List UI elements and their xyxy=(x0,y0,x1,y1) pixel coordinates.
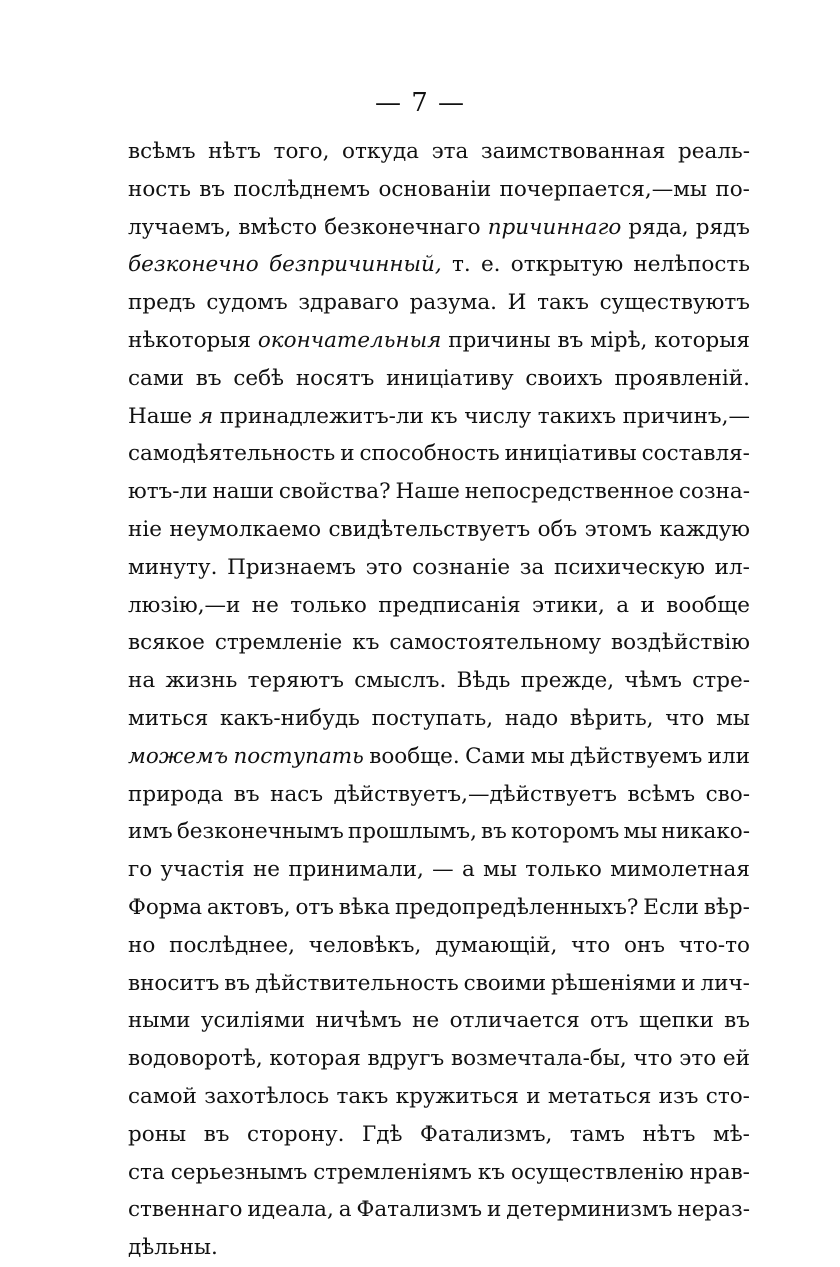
text-line xyxy=(128,1040,750,1078)
page-number: — 7 — xyxy=(374,88,466,118)
word: и xyxy=(340,441,355,467)
word: но xyxy=(128,932,156,958)
word: за xyxy=(519,554,545,580)
word: вообще xyxy=(666,592,750,618)
word: ей xyxy=(722,1046,750,1072)
word: здраваго xyxy=(298,290,400,316)
word: вообще. xyxy=(369,743,460,769)
word: въ xyxy=(233,781,260,807)
word: этомъ xyxy=(584,516,652,542)
word: ютъ-ли xyxy=(128,479,208,505)
word: и xyxy=(681,970,696,996)
word: лич- xyxy=(700,970,750,996)
word: ными xyxy=(128,1008,191,1034)
word: причинъ,— xyxy=(622,403,750,429)
word: ничѣмъ xyxy=(315,1008,402,1034)
word: свойства? xyxy=(278,479,391,505)
word: на xyxy=(128,668,156,694)
italic-word: безконечно xyxy=(128,252,259,278)
word: нелѣпость xyxy=(633,252,750,278)
word: сторону. xyxy=(247,1121,345,1147)
italic-word: причиннаго xyxy=(487,214,622,240)
word: въ xyxy=(224,970,251,996)
word: никако- xyxy=(661,819,750,845)
word: безконечнаго xyxy=(324,214,481,240)
word: Сами xyxy=(465,743,526,769)
word: созна- xyxy=(678,479,750,505)
word: въ xyxy=(195,365,222,391)
text-line xyxy=(128,1191,750,1229)
word: нераз- xyxy=(677,1197,750,1223)
word: всякое xyxy=(128,630,205,656)
word: самостоятельному xyxy=(389,630,602,656)
word: а xyxy=(338,1197,352,1223)
word: природа xyxy=(128,781,224,807)
word: причины xyxy=(448,327,551,353)
word: предписанія xyxy=(378,592,521,618)
word: объ xyxy=(537,516,578,542)
text-line xyxy=(128,662,750,700)
word: мы xyxy=(623,819,658,845)
text-line xyxy=(128,851,750,889)
italic-word: можемъ xyxy=(128,743,229,769)
word: разума. xyxy=(409,290,498,316)
word: составля- xyxy=(641,441,750,467)
word: человѣкъ, xyxy=(308,932,422,958)
word: какъ-нибудь xyxy=(220,705,360,731)
word: такихъ xyxy=(537,403,617,429)
word: непосредственное xyxy=(464,479,674,505)
word: серьезнымъ xyxy=(170,1159,308,1185)
word: что xyxy=(633,1046,673,1072)
word: идеала, xyxy=(247,1197,334,1223)
word: наши xyxy=(212,479,274,505)
word: стремленіямъ xyxy=(313,1159,472,1185)
word: къ xyxy=(352,630,380,656)
word: роны xyxy=(128,1121,187,1147)
text-line xyxy=(128,1154,750,1192)
word: сво- xyxy=(705,781,750,807)
italic-word: безпричинный, xyxy=(268,252,442,278)
word: отличается xyxy=(449,1008,580,1034)
word: которомъ xyxy=(510,819,620,845)
word: Форма xyxy=(128,894,203,920)
word: послѣднее, xyxy=(169,932,295,958)
word: это xyxy=(679,1046,717,1072)
word: ніе xyxy=(128,516,162,542)
word: которыя xyxy=(654,327,750,353)
text-line xyxy=(128,1002,750,1040)
word: вѣр- xyxy=(703,894,750,920)
word: предопредѣленныхъ? xyxy=(394,894,639,920)
word: а xyxy=(461,857,475,883)
word: психическую xyxy=(554,554,705,580)
word: реаль- xyxy=(678,139,750,164)
word: кружиться xyxy=(395,1083,519,1109)
body-text xyxy=(128,133,750,1267)
word: что xyxy=(571,932,611,958)
word: мы xyxy=(716,705,750,731)
word: неумолкаемо xyxy=(169,516,322,542)
word: нрав- xyxy=(689,1159,750,1185)
word: прошлымъ, xyxy=(347,819,477,845)
text-line xyxy=(128,133,750,171)
word: надо xyxy=(504,705,559,731)
word: эта xyxy=(431,139,469,164)
word: откуда xyxy=(342,139,419,164)
text-line xyxy=(128,624,750,662)
word: мы xyxy=(530,743,565,769)
word: и xyxy=(526,1083,541,1109)
word: принадлежитъ-ли xyxy=(219,403,424,429)
word: проявленій. xyxy=(614,365,750,391)
word: тамъ xyxy=(569,1121,625,1147)
word: къ xyxy=(430,403,458,429)
word: т. xyxy=(451,252,471,278)
word: насъ xyxy=(270,781,324,807)
word: основаніи xyxy=(378,176,492,202)
word: Наше xyxy=(395,479,460,505)
word: самой xyxy=(128,1083,197,1109)
word: или xyxy=(707,743,750,769)
word: ственнаго xyxy=(128,1197,243,1223)
word: отъ xyxy=(295,894,334,920)
text-line xyxy=(128,398,750,436)
word: по- xyxy=(715,176,750,202)
word: думающій, xyxy=(435,932,558,958)
word: и xyxy=(486,1197,502,1223)
text-line xyxy=(128,473,750,511)
word: это xyxy=(365,554,403,580)
text-line xyxy=(128,738,750,776)
word: детерминизмъ xyxy=(506,1197,673,1223)
word: иниціативы xyxy=(504,441,637,467)
word: ста xyxy=(128,1159,165,1185)
word: этики, xyxy=(532,592,605,618)
word: е. xyxy=(480,252,501,278)
word: жизнь xyxy=(165,668,238,694)
word: И xyxy=(507,290,527,316)
word: дѣльны. xyxy=(128,1235,218,1261)
word: свидѣтельствуетъ xyxy=(328,516,531,542)
word: нѣтъ xyxy=(208,139,261,164)
word: имъ xyxy=(128,819,173,845)
word: вмѣсто xyxy=(238,214,318,240)
word: предъ xyxy=(128,290,196,316)
word: люзію,—и xyxy=(128,592,241,618)
text-line xyxy=(128,587,750,625)
word: которая xyxy=(269,1046,361,1072)
word: въ xyxy=(724,1008,750,1034)
word: своихъ xyxy=(525,365,603,391)
text-line xyxy=(128,776,750,814)
word: нѣтъ xyxy=(642,1121,696,1147)
word: стре- xyxy=(692,668,750,694)
word: мимолетная xyxy=(610,857,750,883)
word: что-то xyxy=(678,932,750,958)
word: почерпается,—мы xyxy=(499,176,708,202)
text-line xyxy=(128,700,750,738)
italic-word: поступать xyxy=(233,743,364,769)
word: онъ xyxy=(624,932,665,958)
italic-word: окончательныя xyxy=(257,327,442,353)
word: судомъ xyxy=(206,290,288,316)
word: въ xyxy=(199,176,226,202)
word: го xyxy=(128,857,153,883)
word: стремленіе xyxy=(214,630,343,656)
word: Фатализмъ, xyxy=(420,1121,553,1147)
word: минуту. xyxy=(128,554,218,580)
word: миться xyxy=(128,705,209,731)
word: воздѣйствію xyxy=(611,630,750,656)
word: въ xyxy=(203,1121,230,1147)
word: Вѣдь xyxy=(456,668,511,694)
word: такъ xyxy=(537,290,589,316)
word: ность xyxy=(128,176,191,202)
word: дѣйствуемъ xyxy=(569,743,703,769)
word: изъ xyxy=(658,1083,699,1109)
word: всѣмъ xyxy=(627,781,696,807)
word: рядъ xyxy=(695,214,750,240)
text-line xyxy=(128,1116,750,1154)
word: иниціативу xyxy=(386,365,514,391)
word: рѣшеніями xyxy=(551,970,677,996)
word: ряда, xyxy=(628,214,689,240)
word: себѣ xyxy=(233,365,285,391)
text-line xyxy=(128,171,750,209)
word: не xyxy=(252,857,280,883)
word: нѣкоторыя xyxy=(128,327,251,353)
word: не xyxy=(412,1008,440,1034)
word: сознаніе xyxy=(412,554,511,580)
word: участія xyxy=(160,857,245,883)
word: захотѣлось xyxy=(204,1083,330,1109)
word: въ xyxy=(481,819,507,845)
word: способность xyxy=(359,441,500,467)
word: возмечтала-бы, xyxy=(450,1046,627,1072)
word: носятъ xyxy=(295,365,375,391)
text-line xyxy=(128,435,750,473)
word: Признаемъ xyxy=(227,554,356,580)
word: а xyxy=(616,592,630,618)
word: Если xyxy=(643,894,699,920)
word: сто- xyxy=(705,1083,750,1109)
text-line xyxy=(128,284,750,322)
word: Фатализмъ xyxy=(356,1197,483,1223)
text-line xyxy=(128,927,750,965)
word: существуютъ xyxy=(599,290,750,316)
word: что xyxy=(665,705,705,731)
word: принимали, xyxy=(288,857,424,883)
word: мірѣ, xyxy=(590,327,648,353)
text-line xyxy=(128,360,750,398)
word: мѣ- xyxy=(712,1121,750,1147)
word: поступать, xyxy=(371,705,494,731)
word: смыслъ. xyxy=(354,668,447,694)
word: самодѣятельность xyxy=(128,441,336,467)
word: вѣрить, xyxy=(569,705,654,731)
text-line xyxy=(128,209,750,247)
word: дѣйствуетъ,—дѣйствуетъ xyxy=(333,781,617,807)
word: ил- xyxy=(714,554,750,580)
word: осуществленію xyxy=(511,1159,684,1185)
word: къ xyxy=(477,1159,506,1185)
word: Наше xyxy=(128,403,193,429)
word: безконечнымъ xyxy=(176,819,344,845)
text-line xyxy=(128,1229,750,1267)
word: вноситъ xyxy=(128,970,220,996)
word: теряютъ xyxy=(247,668,344,694)
word: лучаемъ, xyxy=(128,214,232,240)
word: актовъ, xyxy=(206,894,291,920)
word: вѣка xyxy=(338,894,391,920)
word: всѣмъ xyxy=(128,139,196,164)
word: чѣмъ xyxy=(624,668,682,694)
word: вдругъ xyxy=(367,1046,445,1072)
word: мы xyxy=(483,857,517,883)
text-line xyxy=(128,813,750,851)
word: усиліями xyxy=(200,1008,306,1034)
italic-word: я xyxy=(198,403,214,429)
word: въ xyxy=(557,327,584,353)
word: открытую xyxy=(510,252,624,278)
word: только xyxy=(525,857,602,883)
word: только xyxy=(290,592,367,618)
text-line xyxy=(128,246,750,284)
word: не xyxy=(251,592,279,618)
word: Гдѣ xyxy=(362,1121,403,1147)
word: того, xyxy=(273,139,330,164)
word: каждую xyxy=(659,516,750,542)
word: отъ xyxy=(590,1008,629,1034)
word: своими xyxy=(463,970,547,996)
word: и xyxy=(640,592,655,618)
word: сами xyxy=(128,365,184,391)
text-line xyxy=(128,1078,750,1116)
text-line xyxy=(128,549,750,587)
text-line xyxy=(128,511,750,549)
word: щепки xyxy=(638,1008,714,1034)
word: дѣйствительность xyxy=(254,970,459,996)
word: — xyxy=(432,857,454,883)
word: послѣднемъ xyxy=(233,176,371,202)
text-line xyxy=(128,965,750,1003)
word: такъ xyxy=(336,1083,389,1109)
word: прежде, xyxy=(520,668,615,694)
word: водоворотѣ, xyxy=(128,1046,263,1072)
word: метаться xyxy=(547,1083,652,1109)
text-line xyxy=(128,322,750,360)
text-line xyxy=(128,889,750,927)
word: числу xyxy=(464,403,532,429)
word: заимствованная xyxy=(480,139,666,164)
